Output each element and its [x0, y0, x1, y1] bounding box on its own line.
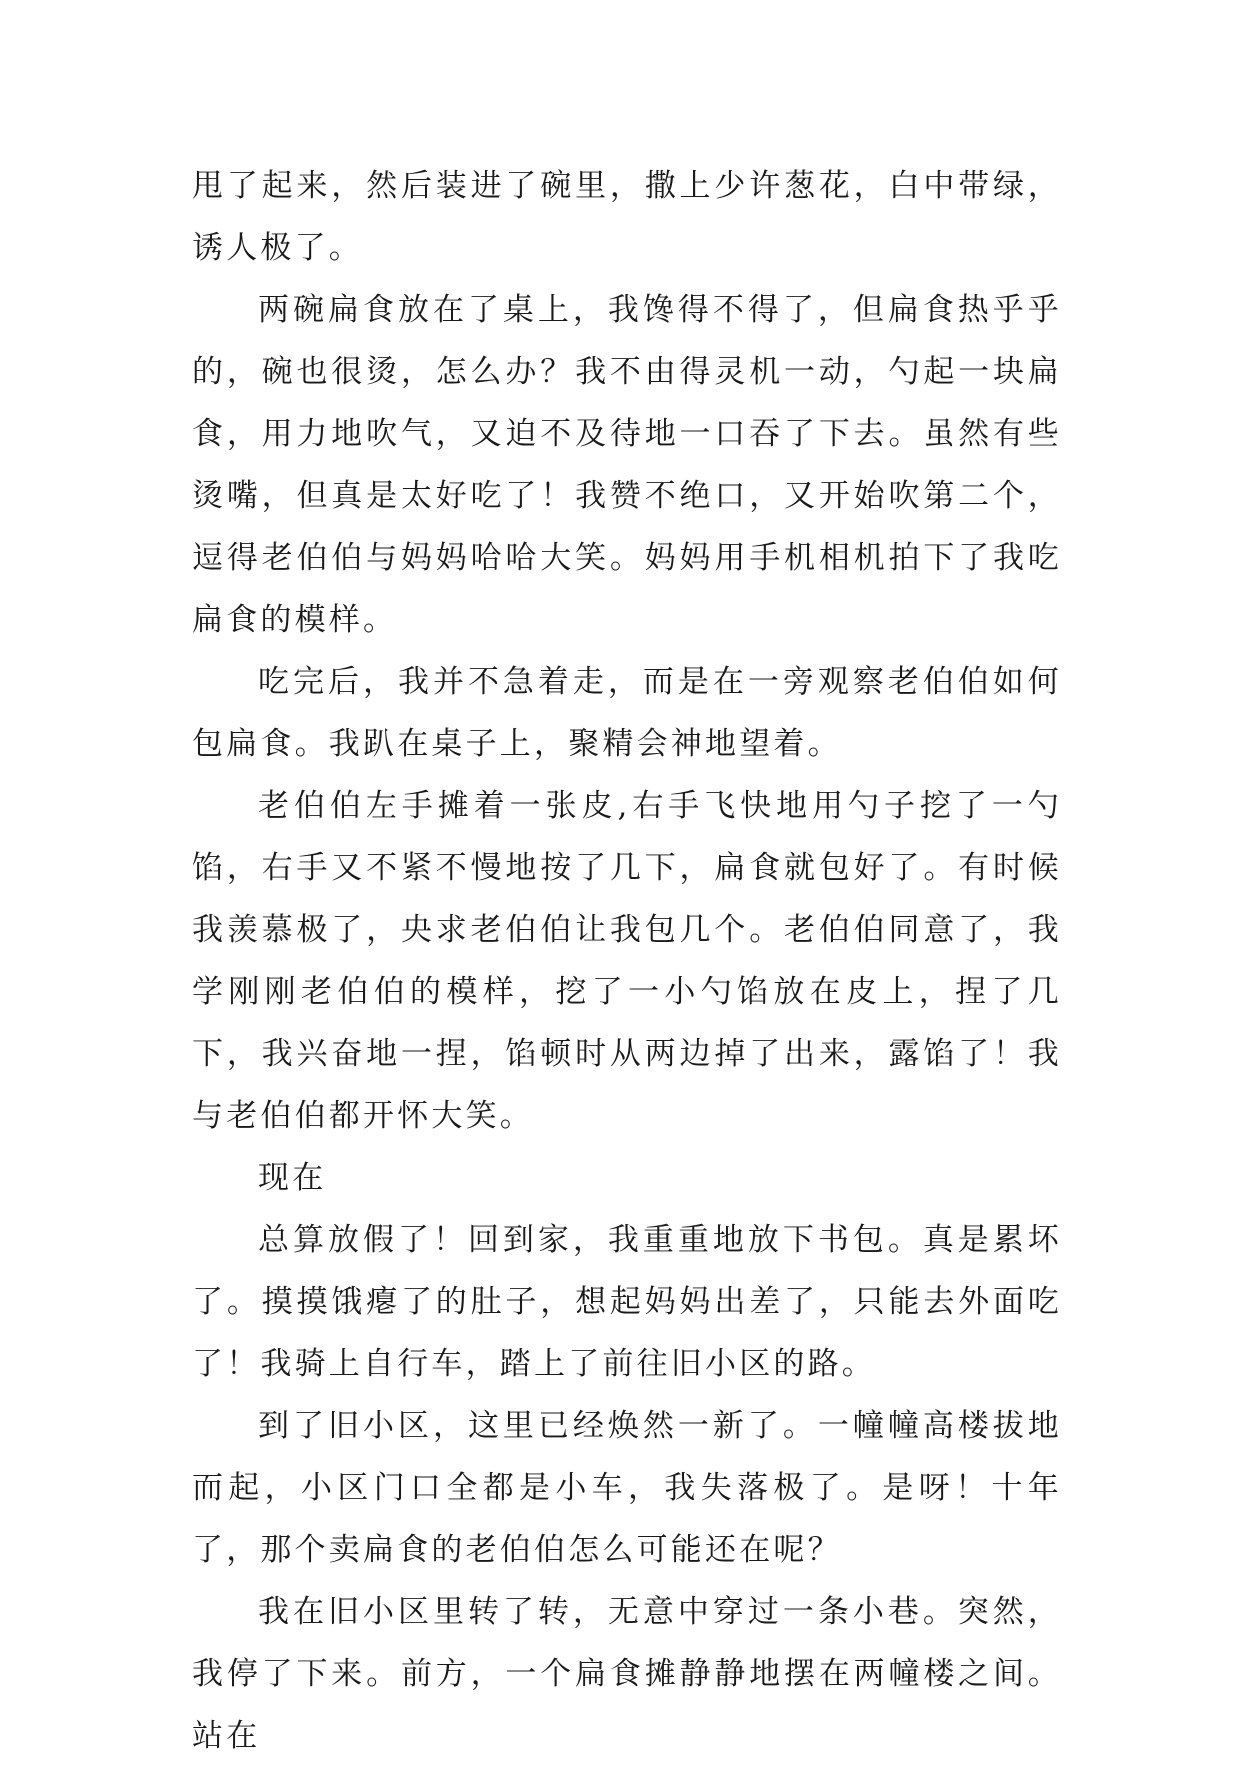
- paragraph-2: 两碗扁食放在了桌上，我馋得不得了，但扁食热乎乎的，碗也很烫，怎么办？我不由得灵机一动，勺起一块扁食，用力地吹气，又迫不及待地一口吞了下去。虽然有些烫嘴，但真是太好吃了！我赞不绝口，又开始吹第二个，逗得老伯伯与妈妈哈哈大笑。妈妈用手机相机拍下了我吃扁食的模样。: [192, 292, 1062, 638]
- paragraph-4: 老伯伯左手摊着一张皮,右手飞快地用勺子挖了一勺馅，右手又不紧不慢地按了几下，扁食就包好了。有时候我羡慕极了，央求老伯伯让我包几个。老伯伯同意了，我学刚刚老伯伯的模样，挖了一小勺馅放在皮上，捏了几下，我兴奋地一捏，馅顿时从两边掉了出来，露馅了！我与老伯伯都开怀大笑。: [192, 788, 1062, 1134]
- paragraph-3: 吃完后，我并不急着走，而是在一旁观察老伯伯如何包扁食。我趴在桌子上，聚精会神地望着。: [192, 664, 1062, 762]
- section-heading-now: 现在: [258, 1160, 327, 1196]
- paragraph-7: 我在旧小区里转了转，无意中穿过一条小巷。突然，我停了下来。前方，一个扁食摊静静地摆在两幢楼之间。站在: [192, 1594, 1062, 1754]
- paragraph-6: 到了旧小区，这里已经焕然一新了。一幢幢高楼拔地而起，小区门口全都是小车，我失落极了。是呀！十年了，那个卖扁食的老伯伯怎么可能还在呢？: [192, 1408, 1062, 1568]
- paragraph-1: 甩了起来，然后装进了碗里，撒上少许葱花，白中带绿，诱人极了。: [192, 168, 1062, 266]
- body-text: [192, 155, 1062, 1767]
- paragraph-5: 总算放假了！回到家，我重重地放下书包。真是累坏了。摸摸饿瘪了的肚子，想起妈妈出差了，只能去外面吃了！我骑上自行车，踏上了前往旧小区的路。: [192, 1222, 1062, 1382]
